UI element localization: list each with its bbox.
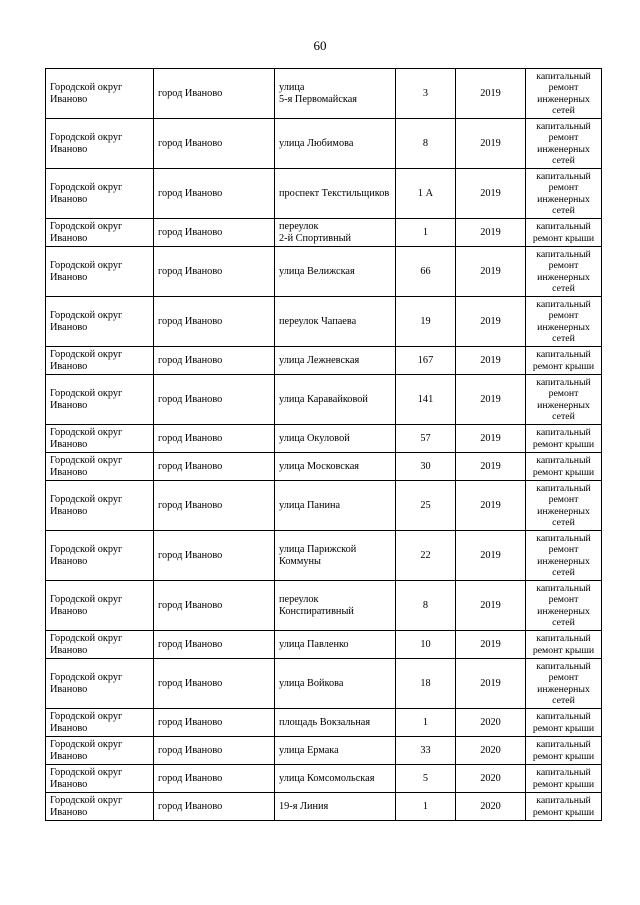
year-cell: 2019 [456, 119, 526, 169]
work-type-cell: капитальный ремонт инженерных сетей [526, 659, 602, 709]
work-type-cell: капитальный ремонт крыши [526, 631, 602, 659]
city-cell: город Иваново [154, 119, 275, 169]
street-cell: улица Ермака [275, 737, 396, 765]
street-cell: переулок Чапаева [275, 297, 396, 347]
table-row [46, 631, 602, 659]
year-cell: 2019 [456, 531, 526, 581]
house-number-cell: 1 А [396, 169, 456, 219]
house-number-cell: 5 [396, 765, 456, 793]
year-cell: 2019 [456, 375, 526, 425]
city-cell: город Иваново [154, 709, 275, 737]
table-row [46, 709, 602, 737]
district-cell: Городской округ Иваново [46, 659, 154, 709]
district-cell: Городской округ Иваново [46, 169, 154, 219]
work-type-cell: капитальный ремонт крыши [526, 709, 602, 737]
year-cell: 2019 [456, 219, 526, 247]
house-number-cell: 22 [396, 531, 456, 581]
table-row [46, 119, 602, 169]
house-number-cell: 57 [396, 425, 456, 453]
street-cell: улица 5-я Первомайская [275, 69, 396, 119]
year-cell: 2019 [456, 481, 526, 531]
district-cell: Городской округ Иваново [46, 793, 154, 821]
table-row [46, 453, 602, 481]
work-type-cell: капитальный ремонт инженерных сетей [526, 119, 602, 169]
district-cell: Городской округ Иваново [46, 69, 154, 119]
house-number-cell: 30 [396, 453, 456, 481]
city-cell: город Иваново [154, 659, 275, 709]
work-type-cell: капитальный ремонт инженерных сетей [526, 169, 602, 219]
work-type-cell: капитальный ремонт крыши [526, 347, 602, 375]
house-number-cell: 3 [396, 69, 456, 119]
district-cell: Городской округ Иваново [46, 481, 154, 531]
table-row [46, 69, 602, 119]
table-row [46, 481, 602, 531]
city-cell: город Иваново [154, 631, 275, 659]
city-cell: город Иваново [154, 481, 275, 531]
house-number-cell: 33 [396, 737, 456, 765]
year-cell: 2020 [456, 793, 526, 821]
table-row [46, 737, 602, 765]
city-cell: город Иваново [154, 219, 275, 247]
work-type-cell: капитальный ремонт инженерных сетей [526, 531, 602, 581]
table-row [46, 659, 602, 709]
work-type-cell: капитальный ремонт инженерных сетей [526, 247, 602, 297]
table-row [46, 581, 602, 631]
year-cell: 2019 [456, 69, 526, 119]
house-number-cell: 141 [396, 375, 456, 425]
year-cell: 2020 [456, 737, 526, 765]
street-cell: улица Парижской Коммуны [275, 531, 396, 581]
street-cell: улица Павленко [275, 631, 396, 659]
district-cell: Городской округ Иваново [46, 219, 154, 247]
house-number-cell: 19 [396, 297, 456, 347]
house-number-cell: 25 [396, 481, 456, 531]
district-cell: Городской округ Иваново [46, 581, 154, 631]
table-row [46, 793, 602, 821]
district-cell: Городской округ Иваново [46, 425, 154, 453]
year-cell: 2019 [456, 631, 526, 659]
street-cell: улица Любимова [275, 119, 396, 169]
city-cell: город Иваново [154, 737, 275, 765]
table-row [46, 425, 602, 453]
district-cell: Городской округ Иваново [46, 247, 154, 297]
house-number-cell: 1 [396, 219, 456, 247]
district-cell: Городской округ Иваново [46, 119, 154, 169]
work-type-cell: капитальный ремонт инженерных сетей [526, 375, 602, 425]
table-body [46, 69, 602, 821]
city-cell: город Иваново [154, 531, 275, 581]
year-cell: 2019 [456, 453, 526, 481]
district-cell: Городской округ Иваново [46, 347, 154, 375]
district-cell: Городской округ Иваново [46, 375, 154, 425]
street-cell: площадь Вокзальная [275, 709, 396, 737]
city-cell: город Иваново [154, 247, 275, 297]
house-number-cell: 1 [396, 709, 456, 737]
city-cell: город Иваново [154, 169, 275, 219]
city-cell: город Иваново [154, 581, 275, 631]
city-cell: город Иваново [154, 69, 275, 119]
street-cell: улица Лежневская [275, 347, 396, 375]
work-type-cell: капитальный ремонт крыши [526, 453, 602, 481]
page-number: 60 [313, 38, 327, 53]
city-cell: город Иваново [154, 453, 275, 481]
work-type-cell: капитальный ремонт крыши [526, 765, 602, 793]
year-cell: 2019 [456, 659, 526, 709]
city-cell: город Иваново [154, 425, 275, 453]
work-type-cell: капитальный ремонт крыши [526, 219, 602, 247]
street-cell: переулок 2-й Спортивный [275, 219, 396, 247]
district-cell: Городской округ Иваново [46, 297, 154, 347]
year-cell: 2019 [456, 425, 526, 453]
street-cell: улица Войкова [275, 659, 396, 709]
district-cell: Городской округ Иваново [46, 709, 154, 737]
street-cell: улица Каравайковой [275, 375, 396, 425]
city-cell: город Иваново [154, 765, 275, 793]
year-cell: 2020 [456, 765, 526, 793]
table-row [46, 347, 602, 375]
year-cell: 2019 [456, 581, 526, 631]
year-cell: 2019 [456, 169, 526, 219]
city-cell: город Иваново [154, 793, 275, 821]
table-row [46, 765, 602, 793]
house-number-cell: 8 [396, 119, 456, 169]
city-cell: город Иваново [154, 347, 275, 375]
district-cell: Городской округ Иваново [46, 453, 154, 481]
table-row [46, 247, 602, 297]
city-cell: город Иваново [154, 375, 275, 425]
street-cell: 19-я Линия [275, 793, 396, 821]
district-cell: Городской округ Иваново [46, 631, 154, 659]
street-cell: переулок Конспиративный [275, 581, 396, 631]
table-row [46, 375, 602, 425]
table-row [46, 531, 602, 581]
work-type-cell: капитальный ремонт инженерных сетей [526, 69, 602, 119]
housing-repair-table [45, 68, 602, 821]
city-cell: город Иваново [154, 297, 275, 347]
street-cell: улица Панина [275, 481, 396, 531]
work-type-cell: капитальный ремонт инженерных сетей [526, 581, 602, 631]
district-cell: Городской округ Иваново [46, 765, 154, 793]
street-cell: улица Окуловой [275, 425, 396, 453]
house-number-cell: 18 [396, 659, 456, 709]
house-number-cell: 8 [396, 581, 456, 631]
street-cell: улица Велижская [275, 247, 396, 297]
street-cell: улица Московская [275, 453, 396, 481]
street-cell: улица Комсомольская [275, 765, 396, 793]
district-cell: Городской округ Иваново [46, 737, 154, 765]
work-type-cell: капитальный ремонт инженерных сетей [526, 481, 602, 531]
work-type-cell: капитальный ремонт крыши [526, 737, 602, 765]
table-row [46, 297, 602, 347]
work-type-cell: капитальный ремонт инженерных сетей [526, 297, 602, 347]
work-type-cell: капитальный ремонт крыши [526, 793, 602, 821]
house-number-cell: 10 [396, 631, 456, 659]
street-cell: проспект Текстильщиков [275, 169, 396, 219]
house-number-cell: 66 [396, 247, 456, 297]
year-cell: 2020 [456, 709, 526, 737]
work-type-cell: капитальный ремонт крыши [526, 425, 602, 453]
year-cell: 2019 [456, 247, 526, 297]
district-cell: Городской округ Иваново [46, 531, 154, 581]
year-cell: 2019 [456, 347, 526, 375]
table-row [46, 219, 602, 247]
house-number-cell: 1 [396, 793, 456, 821]
table-row [46, 169, 602, 219]
house-number-cell: 167 [396, 347, 456, 375]
year-cell: 2019 [456, 297, 526, 347]
